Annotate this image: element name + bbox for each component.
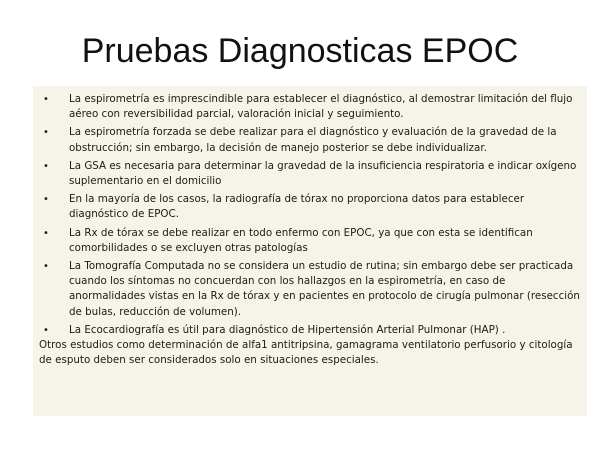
bullet-text: La Ecocardiografía es útil para diagnóstico de Hipertensión Arterial Pulmonar (HAP) .: [69, 323, 506, 336]
footer-note: Otros estudios como determinación de alfa1 antitripsina, gamagrama ventilatorio perfusorio y citología de esputo deben ser considerados solo en situaciones especiales.: [39, 339, 573, 367]
bullet-item: [39, 125, 581, 155]
bullet-text: La Tomografía Computada no se considera un estudio de rutina; sin embargo debe ser practicada cuando los síntomas no concuerdan con los hallazgos en la espirometría, en caso de anormalidades vistas en la Rx de tórax y en pacientes en protocolo de cirugía pulmonar (resección de bulas, reducción de volumen).: [69, 260, 580, 318]
content-box: [33, 86, 587, 416]
bullet-item: [39, 226, 581, 256]
slide-title: Pruebas Diagnosticas EPOC: [81, 32, 519, 70]
bullet-item: [39, 159, 581, 189]
bullet-icon: •: [43, 227, 49, 239]
bullet-list: [39, 92, 581, 338]
bullet-icon: •: [43, 261, 49, 273]
bullet-text: La espirometría es imprescindible para establecer el diagnóstico, al demostrar limitación del flujo aéreo con reversibilidad parcial, valoración inicial y seguimiento.: [69, 93, 573, 121]
bullet-icon: •: [43, 324, 49, 336]
bullet-text: La espirometría forzada se debe realizar para el diagnóstico y evaluación de la gravedad de la obstrucción; sin embargo, la decisión de manejo posterior se debe individualizar.: [69, 126, 557, 154]
bullet-item: [39, 323, 581, 338]
bullet-text: En la mayoría de los casos, la radiografía de tórax no proporciona datos para establecer diagnóstico de EPOC.: [69, 193, 525, 221]
bullet-text: La GSA es necesaria para determinar la gravedad de la insuficiencia respiratoria e indicar oxígeno suplementario en el domicilio: [69, 159, 577, 188]
bullet-icon: •: [43, 194, 49, 206]
bullet-item: [39, 192, 581, 222]
bullet-text: La Rx de tórax se debe realizar en todo enfermo con EPOC, ya que con esta se identifican comorbilidades o se excluyen otras patologías: [69, 226, 533, 254]
bullet-item: [39, 92, 581, 122]
bullet-icon: •: [43, 160, 49, 172]
bullet-item: [39, 259, 581, 320]
bullet-icon: •: [43, 94, 49, 105]
bullet-icon: •: [43, 127, 49, 139]
